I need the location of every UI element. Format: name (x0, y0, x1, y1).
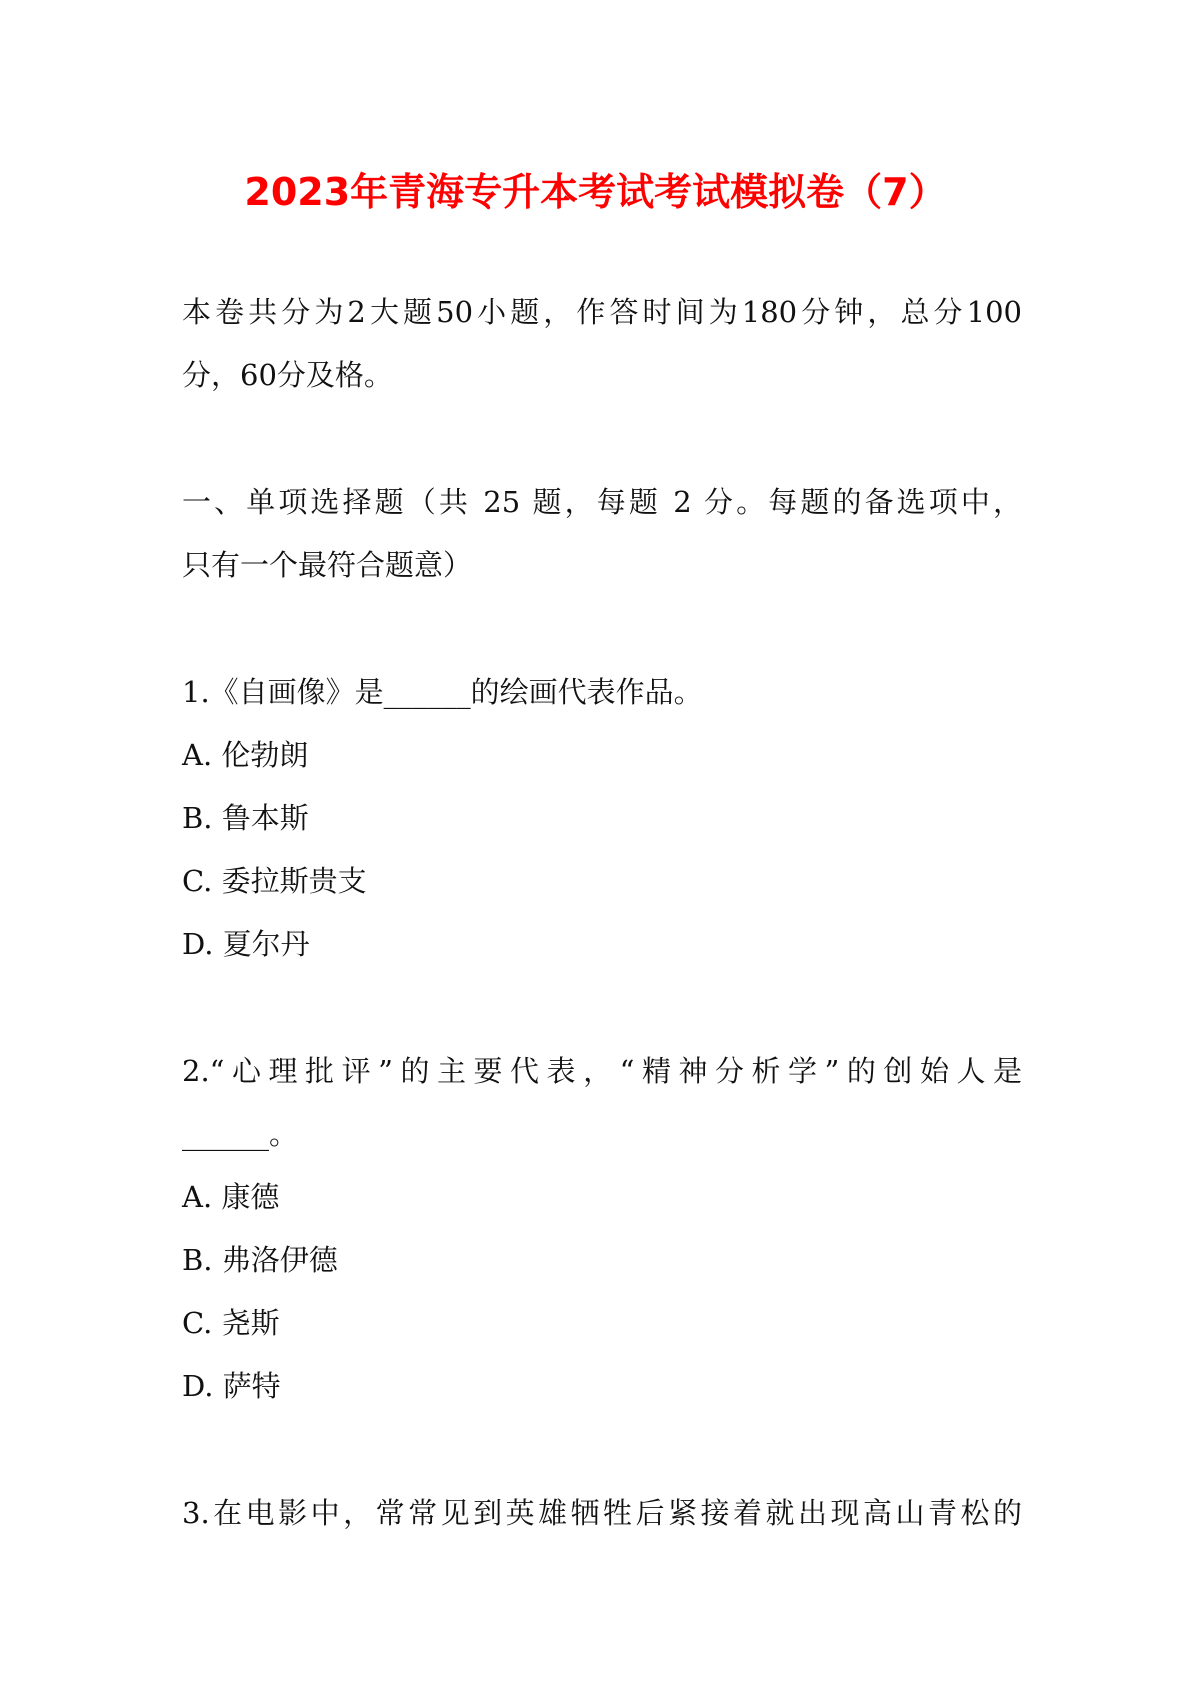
question-1-stem: 1.《自画像》是______的绘画代表作品。 (182, 675, 703, 709)
question-3-stem: 3.在电影中，常常见到英雄牺牲后紧接着就出现高山青松的 (182, 1496, 1022, 1530)
question-2-option-c: C. 尧斯 (182, 1306, 280, 1340)
question-2-option-b: B. 弗洛伊德 (182, 1243, 338, 1277)
question-2-option-a: A. 康德 (182, 1180, 280, 1214)
question-1-option-d: D. 夏尔丹 (182, 927, 310, 961)
question-2-stem-line-2: ______。 (182, 1117, 299, 1151)
intro-line-2: 分，60分及格。 (182, 358, 393, 392)
question-2-stem-line-1: 2.“心理批评”的主要代表，“精神分析学”的创始人是 (182, 1054, 1022, 1088)
question-2-option-d: D. 萨特 (182, 1369, 281, 1403)
section-heading-line-2: 只有一个最符合题意） (182, 548, 473, 582)
section-heading-line-1: 一、单项选择题（共 25 题，每题 2 分。每题的备选项中， (182, 485, 1022, 519)
question-1-option-b: B. 鲁本斯 (182, 801, 309, 835)
question-1-option-c: C. 委拉斯贵支 (182, 864, 367, 898)
document-title: 2023年青海专升本考试考试模拟卷（7） (244, 170, 947, 214)
intro-line-1: 本卷共分为2大题50小题，作答时间为180分钟，总分100 (182, 295, 1022, 329)
question-1-option-a: A. 伦勃朗 (182, 738, 309, 772)
